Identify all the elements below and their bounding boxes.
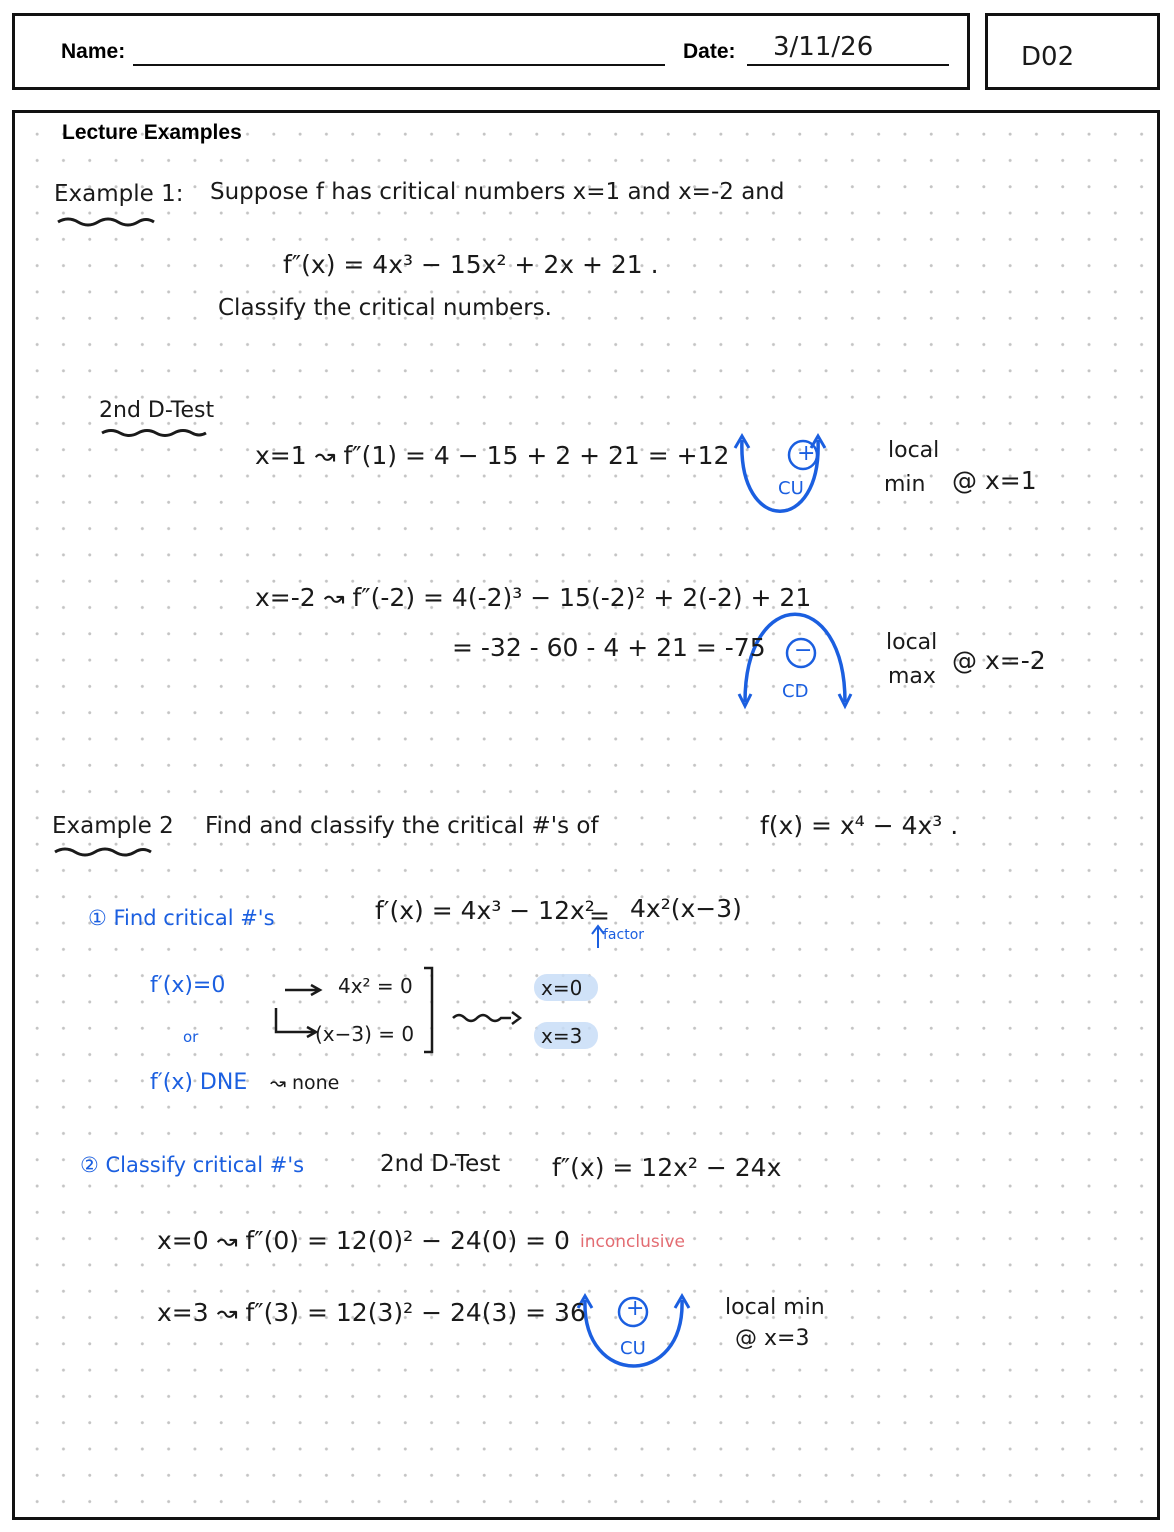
step2-case1-note: inconclusive xyxy=(580,1232,685,1252)
step2-second-derivative: f″(x) = 12x² − 24x xyxy=(552,1153,782,1182)
date-label: Date: xyxy=(683,40,736,63)
step1-equals: = xyxy=(589,901,610,930)
section-value: D02 xyxy=(1021,42,1075,72)
example1-case1-sign: + xyxy=(797,441,816,466)
arrow-to-eqB xyxy=(276,1008,316,1037)
example1-case2-sign: − xyxy=(794,638,813,663)
arrow-to-eqA xyxy=(285,985,320,995)
step2-concavity: CU xyxy=(620,1338,646,1359)
step2-case1: x=0 ↝ f″(0) = 12(0)² − 24(0) = 0 xyxy=(157,1226,570,1255)
step1-none: ↝ none xyxy=(270,1072,340,1094)
step2-result-2: @ x=3 xyxy=(735,1326,810,1351)
example1-case2-concavity: CD xyxy=(782,681,809,702)
step1-label: ① Find critical #'s xyxy=(88,906,275,930)
example2-function: f(x) = x⁴ − 4x³ . xyxy=(760,811,959,840)
example1-case2-result-at: @ x=-2 xyxy=(952,646,1046,675)
bracket xyxy=(424,968,432,1052)
example1-case2-eq1: x=-2 ↝ f″(-2) = 4(-2)³ − 15(-2)² + 2(-2) + 21 xyxy=(255,583,812,612)
step1-factored: 4x²(x−3) xyxy=(630,894,742,923)
example1-label: Example 1: xyxy=(54,181,184,207)
example1-case2-result-2: max xyxy=(888,664,936,689)
example1-case2-result-1: local xyxy=(886,630,938,655)
step2-sign: + xyxy=(626,1296,645,1321)
step1-eqA: 4x² = 0 xyxy=(338,974,413,998)
example1-case2-eq2: = -32 - 60 - 4 + 21 = -75 xyxy=(452,633,766,662)
example2-underline xyxy=(55,849,151,855)
example2-label: Example 2 xyxy=(52,813,174,839)
step2-label: ② Classify critical #'s xyxy=(80,1153,305,1177)
step1-cond1: f′(x)=0 xyxy=(150,973,226,998)
name-label: Name: xyxy=(61,40,126,63)
date-value: 3/11/26 xyxy=(773,32,874,62)
example1-case1-result-1: local xyxy=(888,438,940,463)
step1-factor-note: factor xyxy=(603,927,645,943)
example2-prompt: Find and classify the critical #'s of xyxy=(205,813,599,839)
example1-prompt: Suppose f has critical numbers x=1 and x=-2 and xyxy=(210,179,785,205)
step1-derivative: f′(x) = 4x³ − 12x² xyxy=(375,896,595,925)
step1-cond2: f′(x) DNE xyxy=(150,1070,248,1095)
step1-solA: x=0 xyxy=(541,976,583,1000)
example1-given: f″(x) = 4x³ − 15x² + 2x + 21 . xyxy=(283,250,659,279)
step1-or: or xyxy=(183,1028,199,1046)
example1-underline xyxy=(58,219,154,225)
page-title: Lecture Examples xyxy=(62,121,242,144)
example1-method: 2nd D-Test xyxy=(99,398,215,423)
example1-case1-concavity: CU xyxy=(778,478,804,499)
step1-eqB: (x−3) = 0 xyxy=(315,1022,415,1046)
step2-method: 2nd D-Test xyxy=(380,1151,501,1177)
example1-case1-eq: x=1 ↝ f″(1) = 4 − 15 + 2 + 21 = +12 xyxy=(255,441,730,470)
step2-case2: x=3 ↝ f″(3) = 12(3)² − 24(3) = 36 xyxy=(157,1298,586,1327)
example1-case1-result-2: min xyxy=(884,472,926,497)
method-underline xyxy=(102,431,206,436)
step1-solB: x=3 xyxy=(541,1024,583,1048)
step2-result-1: local min xyxy=(725,1295,825,1320)
example1-task: Classify the critical numbers. xyxy=(218,295,552,321)
example1-case1-result-at: @ x=1 xyxy=(952,466,1037,495)
squiggle-arrow xyxy=(453,1012,520,1024)
